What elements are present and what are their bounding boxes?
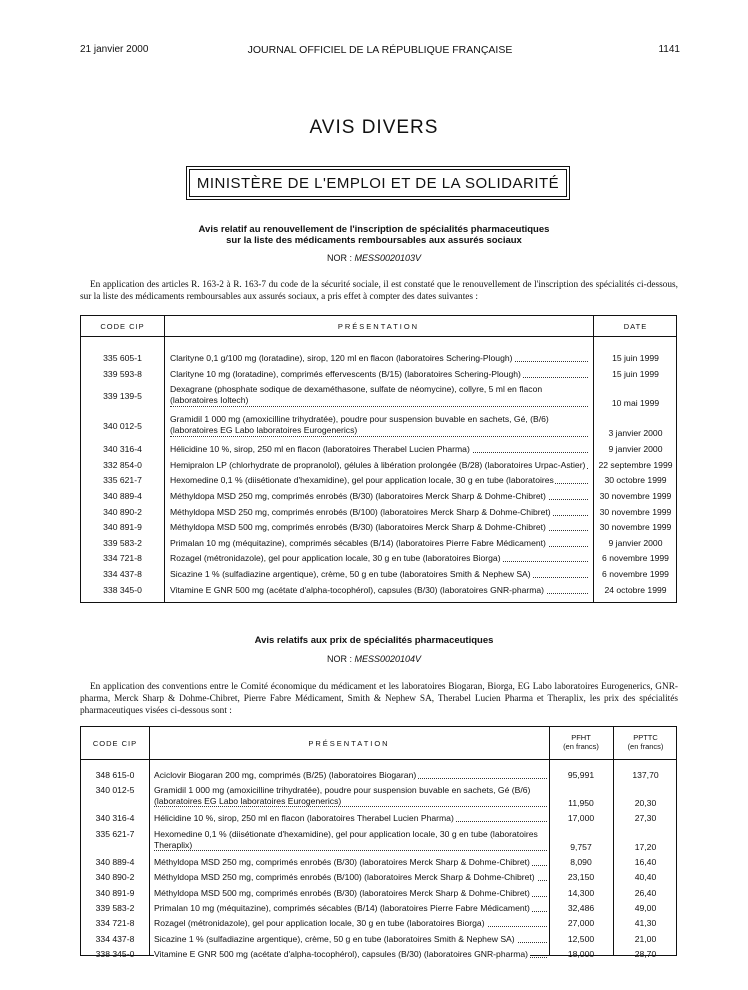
presentation — [170, 569, 588, 580]
col-header-ppttc — [613, 733, 678, 751]
presentation-text: Hexomedine 0,1 % (diisétionate d'hexamidine), gel pour application locale, 30 g en tube (laboratoires Theraplix) — [154, 828, 538, 850]
presentation-text: Sicazine 1 % (sulfadiazine argentique), crème, 50 g en tube (laboratoires Smith & Nephew SA) — [170, 569, 531, 579]
table-row — [81, 491, 676, 502]
col-header-pfht — [549, 733, 613, 751]
presentation — [170, 585, 588, 596]
presentation — [170, 553, 588, 564]
journal-title: JOURNAL OFFICIEL DE LA RÉPUBLIQUE FRANÇAISE — [247, 44, 513, 56]
presentation-text: Méthyldopa MSD 500 mg, comprimés enrobés (B/30) (laboratoires Merck Sharp & Dohme-Chibret) — [154, 887, 530, 898]
table-row — [81, 353, 676, 364]
cip-code: 335 621-7 — [103, 475, 142, 486]
presentation — [170, 522, 588, 533]
pfht-price: 32,486 — [567, 903, 595, 913]
presentation — [170, 384, 588, 409]
presentation — [170, 475, 588, 486]
cip-code: 338 345-0 — [103, 584, 142, 595]
effective-date: 22 septembre 1999 — [598, 459, 673, 470]
effective-date: 3 janvier 2000 — [608, 428, 663, 439]
col-header-code: CODE CIP — [100, 322, 145, 331]
pfht-unit: (en francs) — [563, 742, 599, 751]
presentation — [170, 369, 588, 380]
effective-date: 30 octobre 1999 — [604, 475, 667, 486]
presentation-text: Hélicidine 10 %, sirop, 250 ml en flacon (laboratoires Therabel Lucien Pharma) — [154, 813, 454, 824]
presentation — [154, 934, 547, 945]
ppttc-price: 26,40 — [634, 887, 657, 898]
presentation-text: Hélicidine 10 %, sirop, 250 ml en flacon (laboratoires Therabel Lucien Pharma) — [170, 444, 470, 455]
price-table — [80, 726, 677, 960]
presentation — [154, 857, 547, 868]
notice1-title-line1: Avis relatif au renouvellement de l'inscription de spécialités pharmaceutiques — [198, 224, 550, 235]
effective-date: 24 octobre 1999 — [604, 584, 667, 595]
presentation-text: Aciclovir Biogaran 200 mg, comprimés (B/25) (laboratoires Biogaran) — [154, 770, 417, 780]
renewal-table — [80, 315, 677, 603]
presentation — [170, 353, 588, 364]
ppttc-price: 137,70 — [632, 770, 659, 780]
presentation-text: Vitamine E GNR 500 mg (acétate d'alpha-tocophérol), capsules (B/30) (laboratoires GNR-pharma) — [154, 949, 529, 960]
effective-date: 10 mai 1999 — [611, 398, 660, 409]
effective-date: 15 juin 1999 — [612, 353, 659, 363]
page-number: 1141 — [658, 44, 680, 55]
effective-date: 30 novembre 1999 — [599, 522, 672, 533]
ppttc-price: 16,40 — [634, 856, 657, 867]
pfht-price: 8,090 — [570, 856, 592, 867]
presentation-text: Dexagrane (phosphate sodique de dexaméthasone, sulfate de néomycine), collyre, 5 ml en flacon (laboratoires Ioltech) — [170, 384, 543, 406]
notice2-paragraph: En application des conventions entre le Comité économique du médicament et les laboratoires Biogaran, Biorga, EG Labo laboratoires Eurogenerics, GNR-pharma, Merck Sharp & Dohme-Chibret, Pierre Fabre Médicament, Smith & Nephew SA, Therabel Lucien Pharma et Theraplix, les prix des spécialités pharmaceutiques visées ci-dessous sont : — [80, 682, 678, 716]
table-row — [81, 829, 676, 853]
pfht-label: PFHT — [571, 733, 591, 742]
col-header-presentation: PRÉSENTATION — [308, 739, 390, 748]
issue-date: 21 janvier 2000 — [80, 44, 149, 55]
presentation — [154, 918, 547, 929]
cip-code: 348 615-0 — [95, 770, 135, 780]
presentation-text: Primalan 10 mg (méquitazine), comprimés sécables (B/14) (laboratoires Pierre Fabre Médicament) — [154, 903, 530, 913]
presentation — [170, 491, 588, 502]
ppttc-unit: (en francs) — [627, 742, 664, 751]
section-title: AVIS DIVERS — [309, 117, 439, 138]
ppttc-price: 28,70 — [634, 949, 657, 960]
presentation-text: Méthyldopa MSD 250 mg, comprimés enrobés (B/30) (laboratoires Merck Sharp & Dohme-Chibret) — [154, 856, 530, 867]
ppttc-price: 40,40 — [634, 872, 657, 883]
table-row — [81, 553, 676, 564]
pfht-price: 27,000 — [567, 918, 595, 929]
table-row — [81, 475, 676, 486]
presentation-text: Rozagel (métronidazole), gel pour application locale, 30 g en tube (laboratoires Biorga) — [154, 918, 485, 929]
table-row — [81, 444, 676, 455]
table-row — [81, 569, 676, 580]
presentation — [154, 813, 547, 824]
nor-code: MESS0020104V — [354, 654, 422, 664]
ppttc-price: 49,00 — [634, 903, 657, 913]
effective-date: 6 novembre 1999 — [602, 569, 669, 579]
cip-code: 340 891-9 — [103, 522, 142, 533]
notice1-paragraph: En application des articles R. 163-2 à R. 163-7 du code de la sécurité sociale, il est constaté que le renouvellement de l'inscription des spécialités ci-dessous, sur la liste des médicaments remboursables aux assurés sociaux, a pris effet à compter des dates suivantes : — [80, 280, 678, 302]
table-row — [81, 813, 676, 824]
presentation-text: Sicazine 1 % (sulfadiazine argentique), crème, 50 g en tube (laboratoires Smith & Nephew SA) — [154, 933, 515, 944]
effective-date: 9 janvier 2000 — [608, 444, 663, 455]
presentation-text: Clarityne 0,1 g/100 mg (loratadine), sirop, 120 ml en flacon (laboratoires Schering-Plough) — [170, 353, 513, 363]
effective-date: 30 novembre 1999 — [599, 506, 672, 517]
pfht-price: 23,150 — [567, 872, 595, 883]
presentation-text: Rozagel (métronidazole), gel pour application locale, 30 g en tube (laboratoires Biorga) — [170, 553, 501, 564]
presentation — [170, 414, 588, 439]
presentation — [154, 829, 547, 853]
effective-date: 15 juin 1999 — [612, 368, 659, 379]
table-row — [81, 414, 676, 439]
nor-label: NOR : — [326, 654, 352, 664]
ppttc-price: 41,30 — [634, 918, 657, 929]
cip-code: 340 012-5 — [95, 785, 135, 796]
cip-code: 340 889-4 — [103, 491, 142, 501]
presentation — [154, 903, 547, 914]
pfht-price: 9,757 — [570, 841, 592, 852]
ppttc-price: 21,00 — [634, 933, 657, 944]
presentation — [170, 460, 588, 471]
notice1-title — [0, 224, 748, 246]
table-row — [81, 538, 676, 549]
col-header-date: DATE — [623, 322, 648, 331]
cip-code: 339 583-2 — [95, 903, 135, 913]
presentation-text: Méthyldopa MSD 500 mg, comprimés enrobés (B/30) (laboratoires Merck Sharp & Dohme-Chibret) — [170, 522, 546, 533]
presentation — [154, 785, 547, 809]
table-row — [81, 888, 676, 899]
table-row — [81, 785, 676, 809]
cip-code: 335 605-1 — [103, 353, 142, 363]
cip-code: 339 583-2 — [103, 537, 142, 548]
running-header — [80, 44, 680, 60]
col-header-presentation: PRÉSENTATION — [337, 322, 420, 331]
cip-code: 340 316-4 — [103, 444, 142, 455]
presentation — [154, 872, 547, 883]
cip-code: 334 721-8 — [95, 918, 135, 929]
effective-date: 6 novembre 1999 — [602, 553, 669, 564]
notice2-title: Avis relatifs aux prix de spécialités pharmaceutiques — [254, 635, 494, 646]
table-row — [81, 934, 676, 945]
presentation — [154, 888, 547, 899]
table-row — [81, 903, 676, 914]
ppttc-price: 20,30 — [634, 798, 657, 809]
pfht-price: 14,300 — [567, 887, 595, 898]
table-row — [81, 872, 676, 883]
table-row — [81, 770, 676, 781]
presentation — [170, 507, 588, 518]
presentation — [154, 770, 547, 781]
presentation-text: Méthyldopa MSD 250 mg, comprimés enrobés (B/100) (laboratoires Merck Sharp & Dohme-Chibret) — [154, 872, 535, 883]
notice1-title-line2: sur la liste des médicaments remboursables aux assurés sociaux — [226, 235, 522, 246]
cip-code: 340 891-9 — [95, 887, 135, 898]
table-row — [81, 384, 676, 409]
notice2-nor — [0, 654, 748, 664]
presentation — [170, 538, 588, 549]
presentation-text: Hemipralon LP (chlorhydrate de propranolol), gélules à libération prolongée (B/28) (laboratoires Urpac-Astier) — [170, 459, 586, 470]
nor-code: MESS0020103V — [354, 253, 422, 263]
cip-code: 335 621-7 — [95, 828, 135, 839]
presentation-text: Primalan 10 mg (méquitazine), comprimés sécables (B/14) (laboratoires Pierre Fabre Médicament) — [170, 537, 546, 548]
cip-code: 332 854-0 — [103, 459, 142, 470]
cip-code: 338 345-0 — [95, 949, 135, 960]
presentation-text: Gramidil 1 000 mg (amoxicilline trihydratée), poudre pour suspension buvable en sachets, Gé, (B/6) (laboratoires EG Labo laboratoires Eurogenerics) — [170, 414, 549, 436]
cip-code: 334 721-8 — [103, 553, 142, 564]
presentation-text: Gramidil 1 000 mg (amoxicilline trihydratée), poudre pour suspension buvable en sachets, Gé (B/6) (laboratoires EG Labo laboratoires Eurogenerics) — [154, 785, 531, 807]
cip-code: 340 890-2 — [95, 872, 135, 883]
notice1-nor — [0, 253, 748, 263]
table-row — [81, 507, 676, 518]
presentation-text: Méthyldopa MSD 250 mg, comprimés enrobés (B/100) (laboratoires Merck Sharp & Dohme-Chibret) — [170, 506, 551, 517]
table-row — [81, 918, 676, 929]
ppttc-label: PPTTC — [633, 733, 658, 742]
presentation — [154, 949, 547, 960]
cip-code: 339 593-8 — [103, 368, 142, 379]
cip-code: 334 437-8 — [95, 933, 135, 944]
ministry-heading: MINISTÈRE DE L'EMPLOI ET DE LA SOLIDARITÉ — [190, 170, 566, 196]
presentation-text: Hexomedine 0,1 % (diisétionate d'hexamidine), gel pour application locale, 30 g en tube (laboratoires — [170, 475, 554, 486]
cip-code: 340 890-2 — [103, 506, 142, 517]
presentation-text: Vitamine E GNR 500 mg (acétate d'alpha-tocophérol), capsules (B/30) (laboratoires GNR-pharma) — [170, 584, 545, 595]
cip-code: 340 889-4 — [95, 856, 135, 867]
presentation — [170, 444, 588, 455]
table-row — [81, 857, 676, 868]
effective-date: 30 novembre 1999 — [599, 491, 672, 501]
ppttc-price: 27,30 — [634, 813, 657, 824]
pfht-price: 18,000 — [567, 949, 595, 960]
presentation-text: Méthyldopa MSD 250 mg, comprimés enrobés (B/30) (laboratoires Merck Sharp & Dohme-Chibret) — [170, 491, 546, 501]
presentation-text: Clarityne 10 mg (loratadine), comprimés effervescents (B/15) (laboratoires Schering-Plough) — [170, 368, 521, 379]
table-row — [81, 369, 676, 380]
effective-date: 9 janvier 2000 — [608, 537, 663, 548]
pfht-price: 12,500 — [567, 933, 595, 944]
nor-label: NOR : — [326, 253, 352, 263]
table-row — [81, 460, 676, 471]
table-row — [81, 522, 676, 533]
pfht-price: 17,000 — [567, 813, 595, 824]
table-row — [81, 949, 676, 960]
cip-code: 340 316-4 — [95, 813, 135, 824]
col-header-code: CODE CIP — [92, 739, 138, 748]
pfht-price: 11,950 — [568, 798, 594, 809]
cip-code: 340 012-5 — [103, 421, 142, 432]
cip-code: 339 139-5 — [103, 391, 142, 402]
cip-code: 334 437-8 — [103, 569, 142, 579]
ppttc-price: 17,20 — [634, 841, 657, 852]
table-row — [81, 585, 676, 596]
pfht-price: 95,991 — [567, 770, 595, 780]
